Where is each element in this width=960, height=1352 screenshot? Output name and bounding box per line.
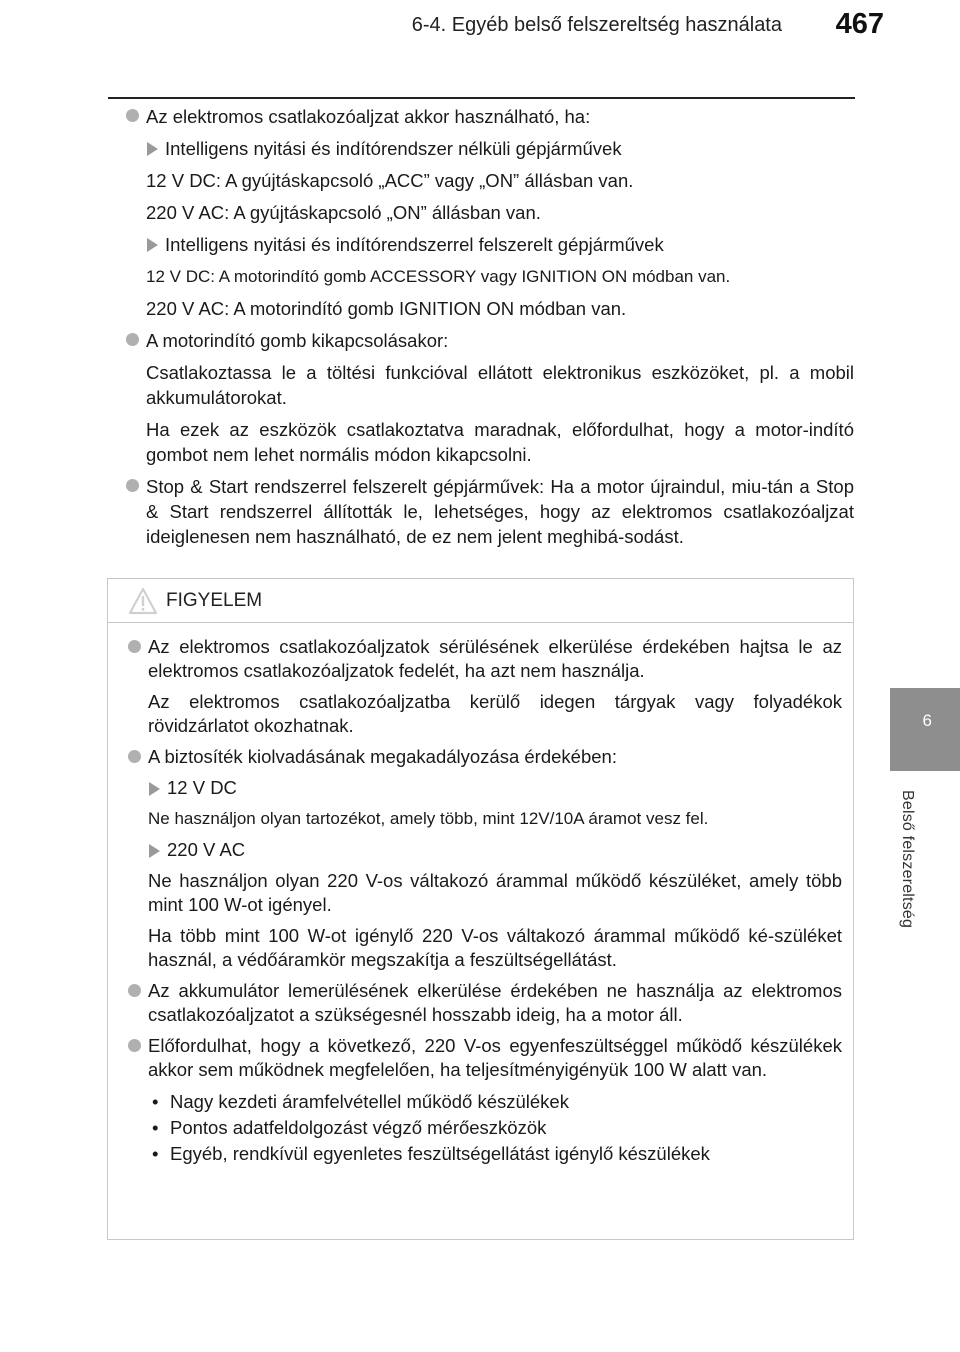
bullet-text: Előfordulhat, hogy a következő, 220 V-os egyenfeszültséggel működő készülékek akkor sem működnek megfelelően, ha teljesítményigényük 100 W alatt van.	[148, 1035, 842, 1080]
bullet-text: Az akkumulátor lemerülésének elkerülése érdekében ne használja az elektromos csatlakozóaljzatot a szükségesnél hosszabb ideig, ha a motor áll.	[148, 980, 842, 1025]
bullet-icon	[126, 479, 139, 492]
bullet-icon	[126, 333, 139, 346]
paragraph: 220 V AC: A motorindító gomb IGNITION ON módban van.	[146, 298, 627, 319]
sub-heading	[128, 838, 842, 862]
paragraph: Ha ezek az eszközök csatlakoztatva maradnak, előfordulhat, hogy a motor-indító gombot nem lehet normális módon kikapcsolni.	[146, 419, 854, 465]
warning-header	[108, 579, 853, 623]
list-item	[126, 328, 854, 353]
bullet-text: Az elektromos csatlakozóaljzatok sérülésének elkerülése érdekében hajtsa le az elektromos csatlakozóaljzatok fedelét, ha azt nem használja.	[148, 636, 842, 681]
triangle-icon	[147, 238, 158, 252]
sub-heading	[126, 136, 854, 161]
sub-heading-text: 220 V AC	[167, 839, 246, 860]
triangle-icon	[147, 142, 158, 156]
chapter-number: 6	[922, 711, 932, 730]
paragraph: Az elektromos csatlakozóaljzatba kerülő idegen tárgyak vagy folyadékok rövidzárlatot okozhatnak.	[148, 691, 842, 736]
main-content	[126, 104, 854, 556]
bullet-icon	[128, 750, 141, 763]
bullet-text: Stop & Start rendszerrel felszerelt gépjárművek: Ha a motor újraindul, miu-tán a Stop & Start rendszerrel állították le, lehetséges, hogy az elektromos csatlakozóaljzat ideiglenesen nem használható, de ez nem jelent meghibá-sodást.	[146, 476, 854, 547]
warning-content	[128, 635, 842, 1167]
triangle-icon	[149, 844, 160, 858]
warning-box	[107, 578, 854, 1240]
warning-triangle-icon	[128, 587, 158, 615]
triangle-icon	[149, 782, 160, 796]
paragraph: Csatlakoztassa le a töltési funkcióval ellátott elektronikus eszközöket, pl. a mobil akkumulátorokat.	[146, 362, 854, 408]
list-item: • Nagy kezdeti áramfelvétellel működő készülékek	[148, 1089, 842, 1115]
bullet-icon	[128, 1039, 141, 1052]
paragraph: Ne használjon olyan tartozékot, amely több, mint 12V/10A áramot vesz fel.	[148, 809, 709, 828]
list-item	[128, 635, 842, 683]
sub-heading	[126, 232, 854, 257]
list-item	[126, 474, 854, 549]
list-item	[126, 104, 854, 129]
sub-heading-text: 12 V DC	[167, 777, 237, 798]
bullet-icon	[128, 984, 141, 997]
bullet-icon	[128, 640, 141, 653]
paragraph: Ha több mint 100 W-ot igénylő 220 V-os váltakozó árammal működő ké-szüléket használ, a védőáramkör megszakítja a feszültségellátást.	[148, 925, 842, 970]
list-item	[128, 979, 842, 1027]
warning-title: FIGYELEM	[166, 590, 263, 611]
bullet-text: A biztosíték kiolvadásának megakadályozása érdekében:	[148, 746, 617, 767]
page-number: 467	[835, 8, 884, 40]
sub-heading-text: Intelligens nyitási és indítórendszer nélküli gépjárművek	[165, 138, 622, 159]
sub-heading	[128, 776, 842, 800]
paragraph: 12 V DC: A motorindító gomb ACCESSORY vagy IGNITION ON módban van.	[146, 267, 731, 286]
paragraph: 12 V DC: A gyújtáskapcsoló „ACC” vagy „ON” állásban van.	[146, 170, 634, 191]
chapter-label: Belső felszereltség	[899, 790, 916, 929]
bullet-icon	[126, 109, 139, 122]
appliance-list	[128, 1089, 842, 1167]
paragraph: 220 V AC: A gyújtáskapcsoló „ON” állásban van.	[146, 202, 541, 223]
bullet-text: A motorindító gomb kikapcsolásakor:	[146, 330, 449, 351]
list-item: • Pontos adatfeldolgozást végző mérőeszközök	[148, 1115, 842, 1141]
section-title: 6-4. Egyéb belső felszereltség használata	[411, 14, 782, 36]
bullet-text: Az elektromos csatlakozóaljzat akkor használható, ha:	[146, 106, 591, 127]
list-item	[128, 745, 842, 769]
sub-heading-text: Intelligens nyitási és indítórendszerrel felszerelt gépjárművek	[165, 234, 664, 255]
list-item	[128, 1034, 842, 1082]
header-divider	[108, 97, 855, 99]
list-item: • Egyéb, rendkívül egyenletes feszültségellátást igénylő készülékek	[148, 1141, 842, 1167]
paragraph: Ne használjon olyan 220 V-os váltakozó árammal működő készüléket, amely több mint 100 W-ot igényel.	[148, 870, 842, 915]
